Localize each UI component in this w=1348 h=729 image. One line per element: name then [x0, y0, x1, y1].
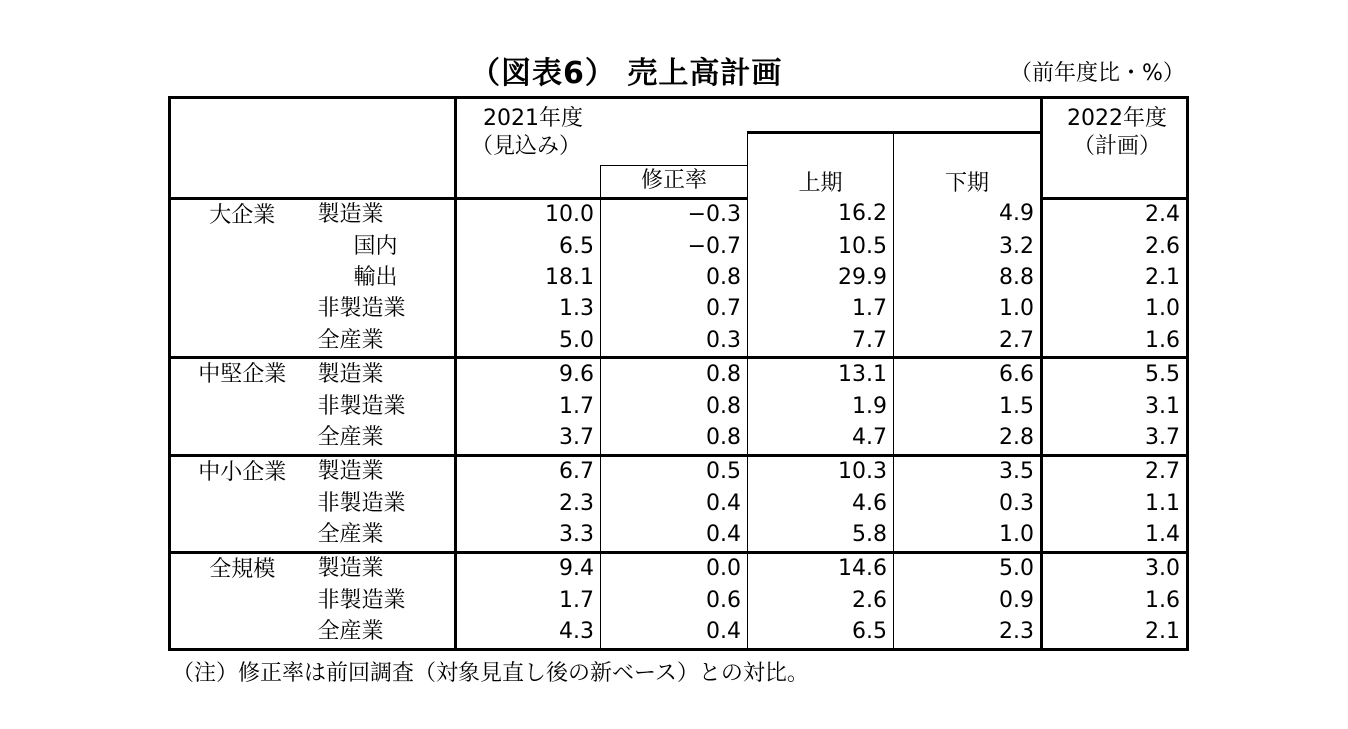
value-second-half: 0.9: [894, 585, 1042, 616]
value-first-half: 2.6: [748, 585, 894, 616]
value-fy2022: 3.7: [1042, 422, 1188, 455]
value-fy2022: 2.7: [1042, 455, 1188, 488]
value-second-half: 8.8: [894, 262, 1042, 293]
value-fy2021: 4.3: [456, 617, 601, 650]
group-label: 中小企業: [170, 455, 314, 552]
table-row: [170, 231, 1188, 262]
value-fy2022: 1.0: [1042, 294, 1188, 325]
header-revision: 修正率: [601, 165, 748, 198]
value-first-half: 4.6: [748, 488, 894, 519]
header-first-half: 上期: [748, 133, 894, 199]
value-fy2021: 6.5: [456, 231, 601, 262]
value-fy2021: 1.7: [456, 585, 601, 616]
value-fy2021: 1.3: [456, 294, 601, 325]
value-fy2022: 3.1: [1042, 391, 1188, 422]
table-row: [170, 262, 1188, 293]
table-row: [170, 294, 1188, 325]
header-fy2022-line2: （計画）: [1042, 133, 1188, 166]
value-fy2021: 2.3: [456, 488, 601, 519]
header-fy2021-line1: 2021年度: [456, 98, 601, 133]
industry-label: 非製造業: [314, 391, 456, 422]
table-row: [170, 358, 1188, 391]
industry-label: 非製造業: [314, 488, 456, 519]
value-fy2022: 2.1: [1042, 262, 1188, 293]
value-first-half: 10.3: [748, 455, 894, 488]
value-revision: −0.7: [601, 231, 748, 262]
value-fy2021: 3.7: [456, 422, 601, 455]
value-revision: 0.0: [601, 552, 748, 585]
unit-label: （前年度比・%）: [1010, 61, 1185, 86]
value-fy2021: 5.0: [456, 325, 601, 358]
table-title: （図表6） 売上高計画: [470, 56, 783, 91]
value-fy2022: 1.1: [1042, 488, 1188, 519]
industry-label: 非製造業: [314, 294, 456, 325]
value-fy2022: 2.6: [1042, 231, 1188, 262]
value-second-half: 1.0: [894, 519, 1042, 552]
industry-label: 輸出: [314, 262, 456, 293]
table-row: [170, 455, 1188, 488]
value-second-half: 5.0: [894, 552, 1042, 585]
value-fy2021: 18.1: [456, 262, 601, 293]
value-fy2022: 3.0: [1042, 552, 1188, 585]
table-row: [170, 391, 1188, 422]
table-row: [170, 519, 1188, 552]
value-first-half: 6.5: [748, 617, 894, 650]
industry-label: 製造業: [314, 198, 456, 231]
header-second-half: 下期: [894, 133, 1042, 199]
value-first-half: 16.2: [748, 198, 894, 231]
value-revision: 0.8: [601, 358, 748, 391]
header-corner: [170, 98, 456, 199]
footnote: （注）修正率は前回調査（対象見直し後の新ベース）との対比。: [172, 661, 809, 686]
value-first-half: 14.6: [748, 552, 894, 585]
value-fy2022: 5.5: [1042, 358, 1188, 391]
table-row: [170, 488, 1188, 519]
industry-label: 製造業: [314, 455, 456, 488]
group-label: 全規模: [170, 552, 314, 649]
value-fy2021: 9.6: [456, 358, 601, 391]
value-second-half: 2.7: [894, 325, 1042, 358]
value-second-half: 6.6: [894, 358, 1042, 391]
value-revision: −0.3: [601, 198, 748, 231]
value-second-half: 3.5: [894, 455, 1042, 488]
value-revision: 0.3: [601, 325, 748, 358]
value-revision: 0.5: [601, 455, 748, 488]
industry-label: 製造業: [314, 552, 456, 585]
industry-label: 全産業: [314, 325, 456, 358]
value-first-half: 1.7: [748, 294, 894, 325]
group-label: 中堅企業: [170, 358, 314, 455]
value-revision: 0.7: [601, 294, 748, 325]
value-fy2021: 10.0: [456, 198, 601, 231]
value-second-half: 3.2: [894, 231, 1042, 262]
value-first-half: 5.8: [748, 519, 894, 552]
value-fy2022: 2.1: [1042, 617, 1188, 650]
table-row: [170, 422, 1188, 455]
value-revision: 0.8: [601, 262, 748, 293]
value-first-half: 13.1: [748, 358, 894, 391]
value-fy2022: 1.4: [1042, 519, 1188, 552]
value-fy2022: 2.4: [1042, 198, 1188, 231]
table-row: [170, 325, 1188, 358]
value-fy2021: 9.4: [456, 552, 601, 585]
sales-plan-table: [168, 96, 1189, 651]
value-revision: 0.4: [601, 519, 748, 552]
table-row: [170, 585, 1188, 616]
industry-label: 全産業: [314, 519, 456, 552]
header-fy2022-line1: 2022年度: [1042, 98, 1188, 133]
value-revision: 0.8: [601, 391, 748, 422]
value-revision: 0.6: [601, 585, 748, 616]
table-row: [170, 198, 1188, 231]
group-label: 大企業: [170, 198, 314, 358]
value-second-half: 1.5: [894, 391, 1042, 422]
value-fy2022: 1.6: [1042, 325, 1188, 358]
value-revision: 0.8: [601, 422, 748, 455]
header-fy2021-line2: （見込み）: [471, 133, 582, 159]
value-fy2022: 1.6: [1042, 585, 1188, 616]
value-second-half: 1.0: [894, 294, 1042, 325]
industry-label: 全産業: [314, 617, 456, 650]
value-second-half: 2.3: [894, 617, 1042, 650]
table-row: [170, 617, 1188, 650]
industry-label: 全産業: [314, 422, 456, 455]
value-revision: 0.4: [601, 617, 748, 650]
value-second-half: 0.3: [894, 488, 1042, 519]
value-fy2021: 6.7: [456, 455, 601, 488]
value-first-half: 10.5: [748, 231, 894, 262]
value-fy2021: 3.3: [456, 519, 601, 552]
value-first-half: 4.7: [748, 422, 894, 455]
industry-label: 国内: [314, 231, 456, 262]
industry-label: 製造業: [314, 358, 456, 391]
value-second-half: 2.8: [894, 422, 1042, 455]
value-fy2021: 1.7: [456, 391, 601, 422]
value-revision: 0.4: [601, 488, 748, 519]
value-first-half: 7.7: [748, 325, 894, 358]
industry-label: 非製造業: [314, 585, 456, 616]
table-row: [170, 552, 1188, 585]
value-first-half: 1.9: [748, 391, 894, 422]
value-second-half: 4.9: [894, 198, 1042, 231]
value-first-half: 29.9: [748, 262, 894, 293]
